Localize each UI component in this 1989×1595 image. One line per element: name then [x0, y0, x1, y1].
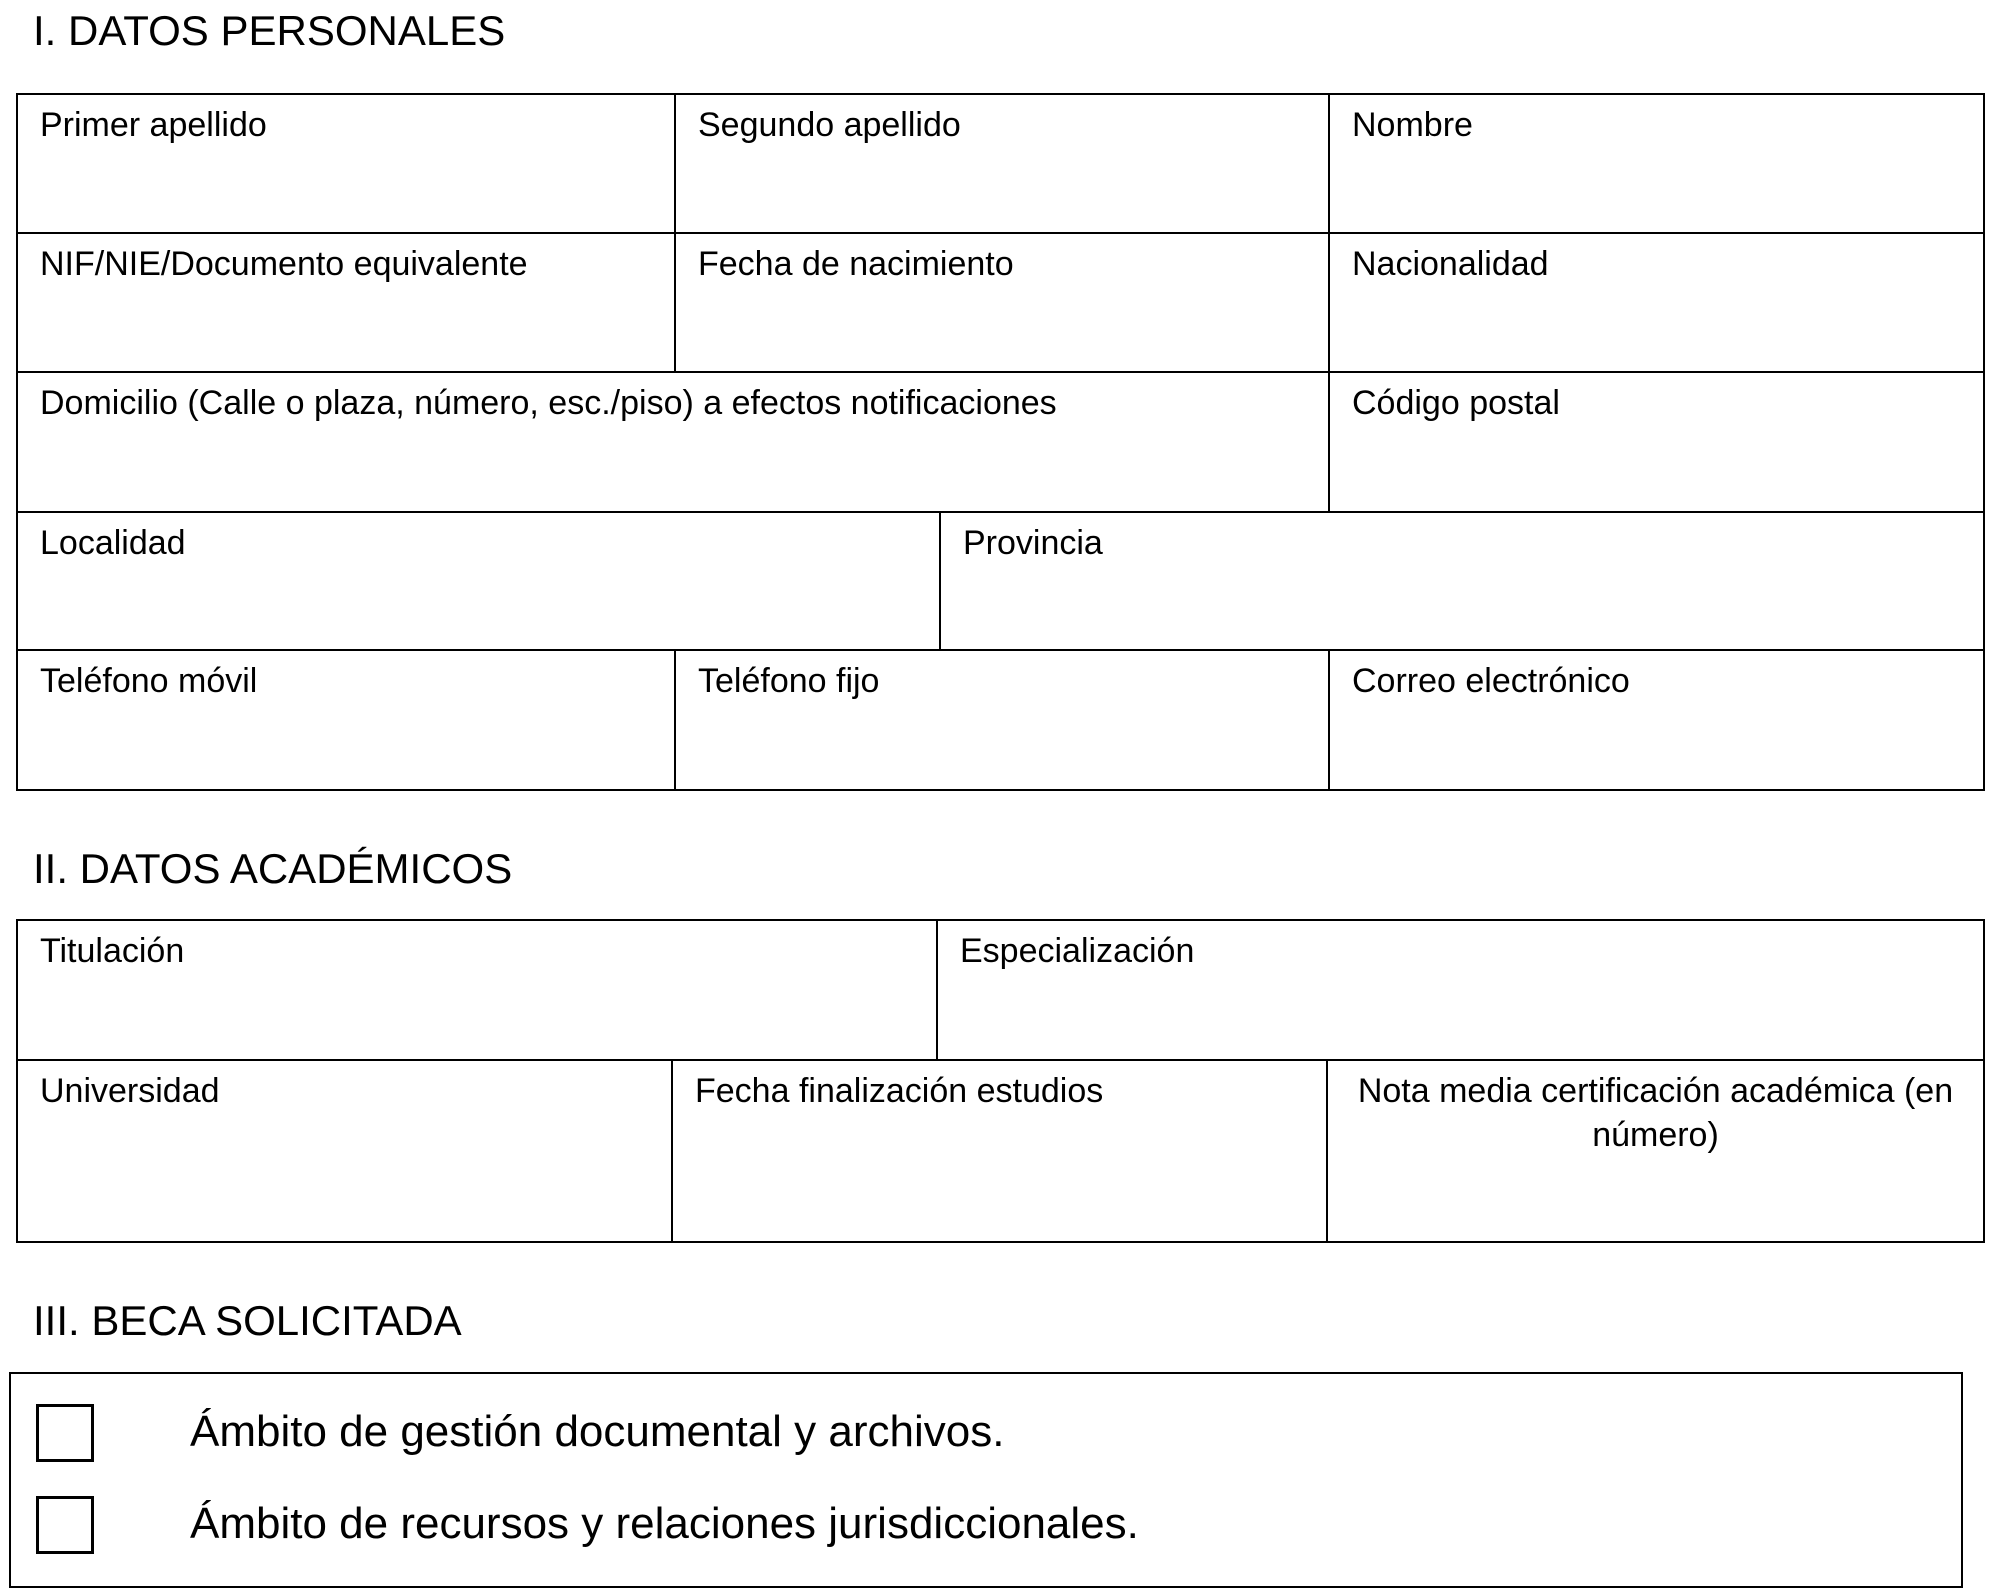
field-codigo-postal[interactable]	[1328, 371, 1985, 513]
field-documento[interactable]	[16, 232, 676, 373]
section-title-academic: II. DATOS ACADÉMICOS	[33, 845, 513, 892]
field-titulacion[interactable]	[16, 919, 938, 1061]
beca-option-gestion-documental[interactable]	[36, 1404, 1936, 1466]
field-domicilio[interactable]	[16, 371, 1330, 513]
field-label-segundo-apellido: Segundo apellido	[698, 106, 961, 144]
section-title-personal: I. DATOS PERSONALES	[33, 7, 506, 54]
field-nacionalidad[interactable]	[1328, 232, 1985, 373]
checkbox-recursos-jurisdiccionales[interactable]	[36, 1496, 94, 1554]
field-label-primer-apellido: Primer apellido	[40, 106, 267, 144]
field-fecha-finalizacion[interactable]	[671, 1059, 1328, 1243]
field-especializacion[interactable]	[936, 919, 1985, 1061]
field-label-universidad: Universidad	[40, 1072, 220, 1110]
field-label-telefono-movil: Teléfono móvil	[40, 662, 258, 700]
field-fecha-nacimiento[interactable]	[674, 232, 1330, 373]
field-telefono-movil[interactable]	[16, 649, 676, 791]
field-universidad[interactable]	[16, 1059, 673, 1243]
field-label-nacionalidad: Nacionalidad	[1352, 245, 1549, 283]
field-provincia[interactable]	[939, 511, 1985, 651]
field-label-correo: Correo electrónico	[1352, 662, 1630, 700]
field-localidad[interactable]	[16, 511, 941, 651]
field-label-telefono-fijo: Teléfono fijo	[698, 662, 880, 700]
field-label-domicilio: Domicilio (Calle o plaza, número, esc./piso) a efectos notificaciones	[40, 384, 1057, 422]
field-label-codigo-postal: Código postal	[1352, 384, 1560, 422]
beca-option-recursos-jurisdiccionales[interactable]	[36, 1496, 1936, 1558]
beca-options-box	[9, 1372, 1963, 1588]
field-label-especializacion: Especialización	[960, 932, 1195, 970]
field-segundo-apellido[interactable]	[674, 93, 1330, 234]
field-label-fecha-nacimiento: Fecha de nacimiento	[698, 245, 1014, 283]
field-primer-apellido[interactable]	[16, 93, 676, 234]
field-correo[interactable]	[1328, 649, 1985, 791]
field-label-localidad: Localidad	[40, 524, 186, 562]
checkbox-gestion-documental[interactable]	[36, 1404, 94, 1462]
field-telefono-fijo[interactable]	[674, 649, 1330, 791]
field-nota-media[interactable]	[1326, 1059, 1985, 1243]
field-nombre[interactable]	[1328, 93, 1985, 234]
field-label-titulacion: Titulación	[40, 932, 185, 970]
field-label-nota-media: Nota media certificación académica (en número)	[1357, 1072, 1954, 1155]
field-label-nombre: Nombre	[1352, 106, 1473, 144]
field-label-provincia: Provincia	[963, 524, 1103, 562]
beca-option-label: Ámbito de recursos y relaciones jurisdiccionales.	[190, 1499, 1139, 1548]
field-label-documento: NIF/NIE/Documento equivalente	[40, 245, 528, 283]
section-title-beca: III. BECA SOLICITADA	[33, 1297, 462, 1344]
beca-option-label: Ámbito de gestión documental y archivos.	[190, 1407, 1005, 1456]
field-label-fecha-finalizacion: Fecha finalización estudios	[695, 1072, 1104, 1110]
